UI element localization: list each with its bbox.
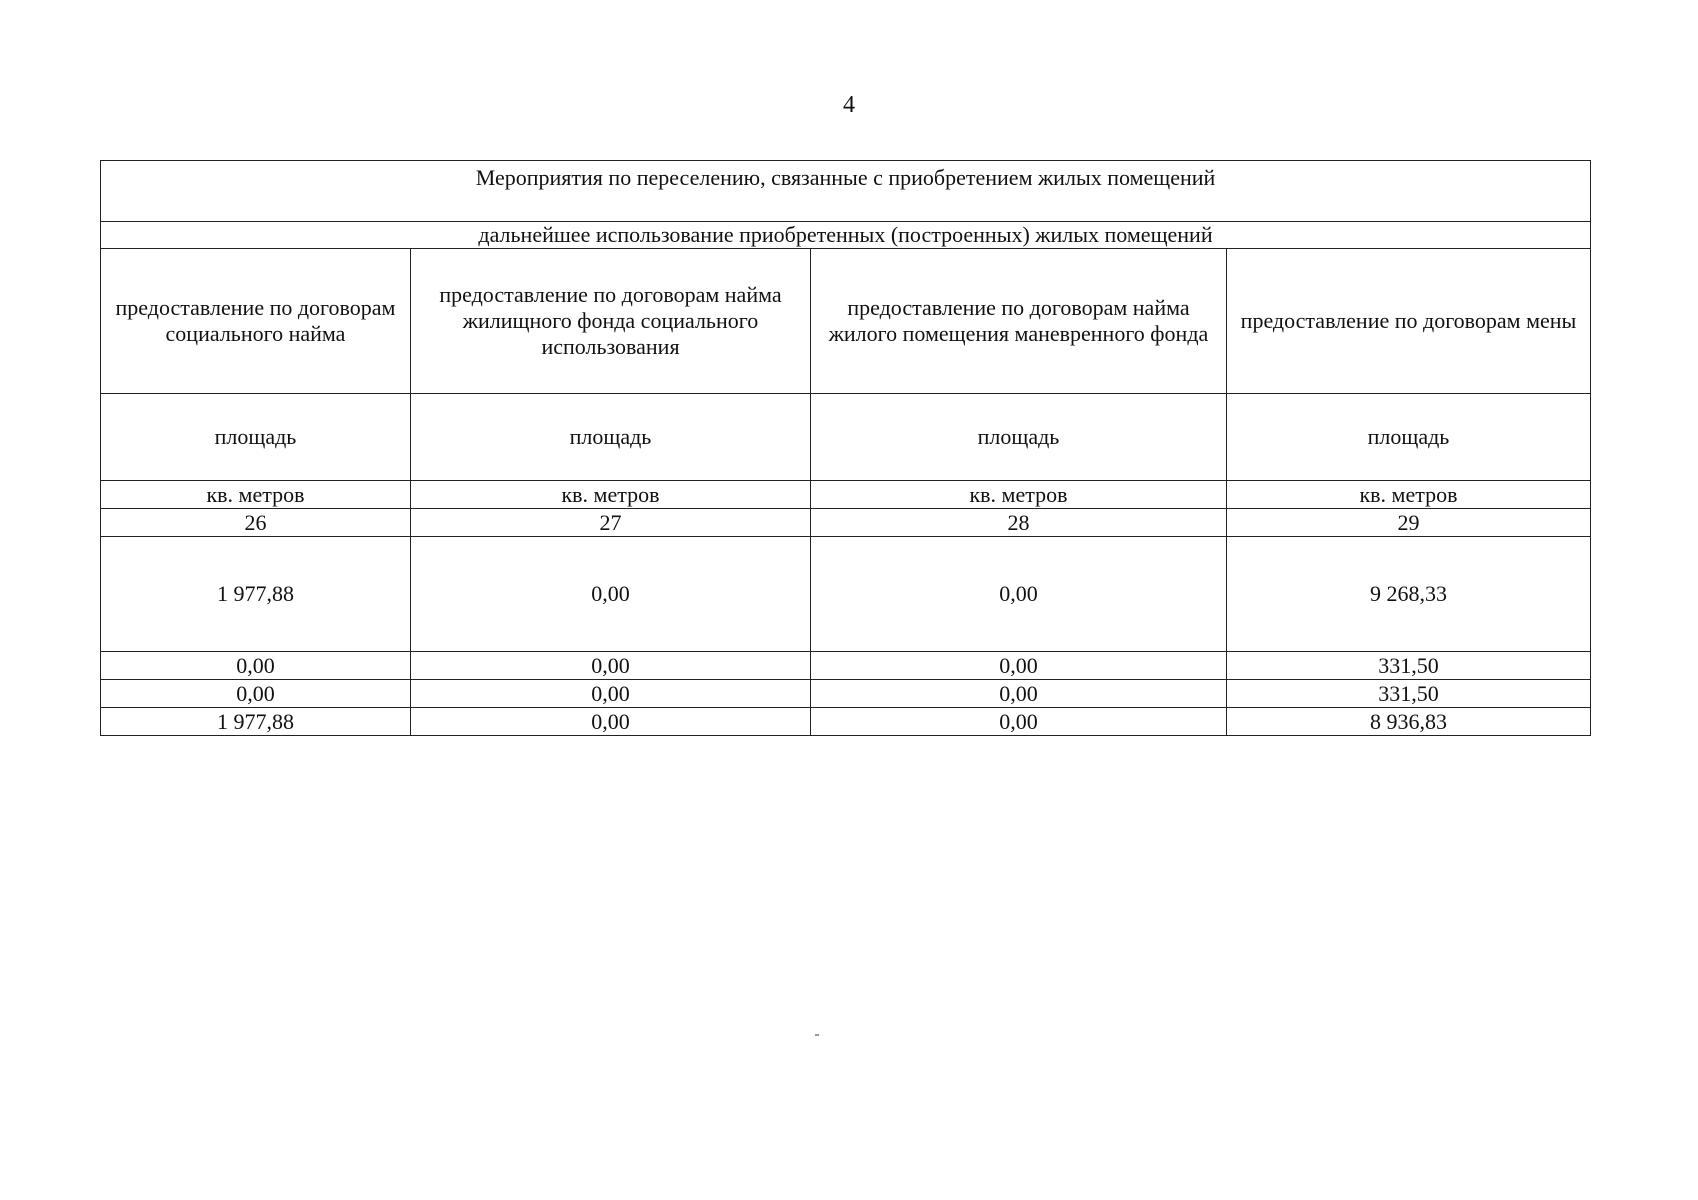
table-cell: 0,00 <box>411 680 811 708</box>
table-subtitle: дальнейшее использование приобретенных (построенных) жилых помещений <box>101 222 1591 249</box>
measure-label: площадь <box>811 394 1227 481</box>
scan-speck <box>815 1034 819 1036</box>
measure-label: площадь <box>101 394 411 481</box>
table-row <box>101 708 1591 736</box>
measure-row <box>101 394 1591 481</box>
table-cell: 0,00 <box>811 680 1227 708</box>
column-number: 29 <box>1227 509 1591 537</box>
column-header: предоставление по договорам найма жилого помещения маневренного фонда <box>811 249 1227 394</box>
unit-label: кв. метров <box>101 481 411 509</box>
table-cell: 8 936,83 <box>1227 708 1591 736</box>
measure-label: площадь <box>1227 394 1591 481</box>
resettlement-table <box>100 160 1591 736</box>
table-cell: 0,00 <box>811 708 1227 736</box>
column-header: предоставление по договорам найма жилищного фонда социального использования <box>411 249 811 394</box>
table-cell: 331,50 <box>1227 680 1591 708</box>
table-cell: 1 977,88 <box>101 537 411 652</box>
table-cell: 0,00 <box>411 652 811 680</box>
column-header: предоставление по договорам социального найма <box>101 249 411 394</box>
column-numbers-row <box>101 509 1591 537</box>
table-cell: 9 268,33 <box>1227 537 1591 652</box>
table-row <box>101 537 1591 652</box>
column-header: предоставление по договорам мены <box>1227 249 1591 394</box>
table-row <box>101 652 1591 680</box>
column-number: 27 <box>411 509 811 537</box>
unit-label: кв. метров <box>1227 481 1591 509</box>
column-headers-row <box>101 249 1591 394</box>
unit-label: кв. метров <box>811 481 1227 509</box>
table-cell: 0,00 <box>811 537 1227 652</box>
table-cell: 331,50 <box>1227 652 1591 680</box>
table-cell: 0,00 <box>101 652 411 680</box>
table-cell: 1 977,88 <box>101 708 411 736</box>
units-row <box>101 481 1591 509</box>
table-row <box>101 680 1591 708</box>
table-cell: 0,00 <box>411 537 811 652</box>
table-cell: 0,00 <box>101 680 411 708</box>
page-number: 4 <box>843 92 855 118</box>
column-number: 28 <box>811 509 1227 537</box>
measure-label: площадь <box>411 394 811 481</box>
table-title: Мероприятия по переселению, связанные с приобретением жилых помещений <box>101 161 1591 222</box>
unit-label: кв. метров <box>411 481 811 509</box>
table-cell: 0,00 <box>411 708 811 736</box>
column-number: 26 <box>101 509 411 537</box>
table-cell: 0,00 <box>811 652 1227 680</box>
